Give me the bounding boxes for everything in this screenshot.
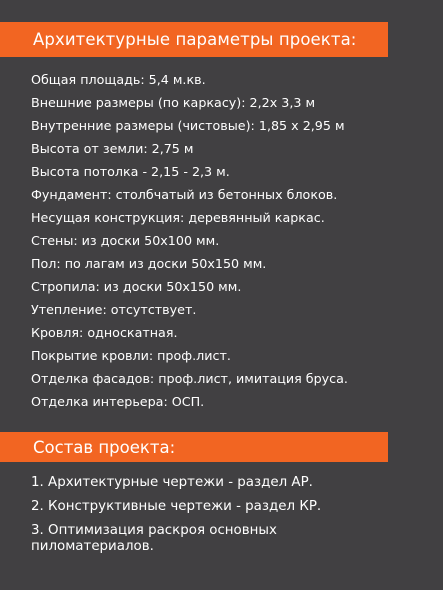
param-walls: Стены: из доски 50х100 мм. [31, 233, 220, 248]
param-load-bearing-structure: Несущая конструкция: деревянный каркас. [31, 210, 325, 225]
param-interior-finish: Отделка интерьера: ОСП. [31, 394, 205, 409]
param-outer-dimensions: Внешние размеры (по каркасу): 2,2х 3,3 м [31, 95, 316, 110]
param-inner-dimensions: Внутренние размеры (чистовые): 1,85 х 2,95 м [31, 118, 345, 133]
param-ceiling-height: Высота потолка - 2,15 - 2,3 м. [31, 164, 230, 179]
composition-list [31, 475, 391, 563]
composition-item-kr: 2. Конструктивные чертежи - раздел КР. [31, 499, 322, 514]
param-insulation: Утепление: отсутствует. [31, 302, 197, 317]
param-roof: Кровля: односкатная. [31, 325, 178, 340]
composition-item-optimization: 3. Оптимизация раскроя основных пиломатериалов. [31, 523, 277, 554]
composition-section-title: Состав проекта: [33, 437, 176, 457]
architecture-parameters-list [31, 72, 431, 417]
param-roof-covering: Покрытие кровли: проф.лист. [31, 348, 231, 363]
composition-item-ar: 1. Архитектурные чертежи - раздел АР. [31, 475, 313, 490]
composition-section-header [0, 432, 388, 462]
architecture-section-title: Архитектурные параметры проекта: [33, 30, 357, 49]
param-total-area: Общая площадь: 5,4 м.кв. [31, 72, 206, 87]
architecture-section-header [0, 22, 388, 57]
param-floor: Пол: по лагам из доски 50х150 мм. [31, 256, 267, 271]
param-foundation: Фундамент: столбчатый из бетонных блоков. [31, 187, 338, 202]
param-rafters: Стропила: из доски 50х150 мм. [31, 279, 242, 294]
param-height-from-ground: Высота от земли: 2,75 м [31, 141, 194, 156]
param-facade-finish: Отделка фасадов: проф.лист, имитация бруса. [31, 371, 348, 386]
